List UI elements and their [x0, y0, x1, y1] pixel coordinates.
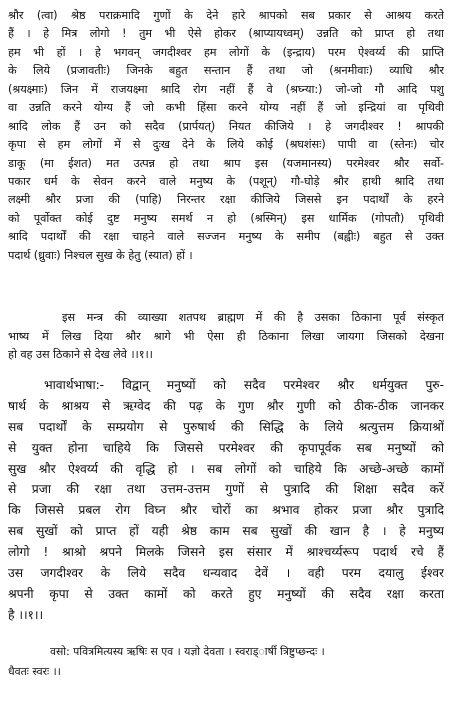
text-line: के लिये (प्रजावतीः) जिनके बहुत सन्तान हैं तथा जो (श्रनमीवाः) व्याधि श्रौर — [8, 64, 444, 78]
bhavartha-paragraph — [8, 375, 444, 626]
text-line: भाष्य में लिख दिया श्रौर श्रागे भी ऐसा ही ठिकाना लिखा जायगा जिसको देखना — [8, 329, 444, 343]
text-line: श्रादि लोक हैं उन को सदैव (प्रार्पयत्) नियत कीजिये । हे जगदीश्वर ! श्रापकी — [8, 119, 444, 133]
text-line: है ।।१।। — [8, 607, 44, 622]
text-line: भावार्थभाषा:- विद्वान् मनुष्यों को सदैव परमेश्वर श्रौर धर्मयुक्त पुरु- — [44, 378, 444, 392]
text-line: (श्रयक्ष्माः) जिन में राजयक्ष्मा श्रादि रोग नहीं हैं वे (श्रघ्न्या:) जो-जो गौ आदि पशु — [8, 82, 444, 96]
text-line: हैं । हे मित्र लोगो ! तुम भी ऐसे होकर (श्राप्यायध्वम्) उन्नति को प्राप्त हो तथा — [8, 27, 444, 41]
commentary-paragraph — [8, 7, 444, 265]
text-line: हो वह उस ठिकाने से देख लेवे ।।१।। — [8, 348, 153, 361]
text-line: लोगो ! श्राश्रो श्रपने मिलके जिसने इस संसार में श्राश्चर्य्यरूप पदार्थ रचे हैं — [8, 545, 444, 560]
reference-note-paragraph — [8, 309, 444, 365]
text-line: श्रौर (त्वा) श्रेष्ठ पराक्रमादि गुणों के देने हारे श्रापको सब प्रकार से आश्रय करते — [8, 9, 444, 22]
text-line: श्रादि पदार्थों की रक्षा चाहने वाले सज्जन मनुष्य के समीप (बह्वीः) बहुत से उक्त — [8, 230, 444, 244]
text-line: सब सुखों को प्राप्त हों यही श्रेष्ठ काम सब सुखों की खान है । हे मनुष्य — [8, 524, 444, 539]
next-mantra-header — [8, 642, 444, 682]
text-line: डाकू (मा ईशत) मत उत्पन्न हो तथा श्राप इस (यजमानस्य) परमेश्वर श्रौर सर्वो- — [8, 156, 444, 170]
rishi-devata-chhanda-line: वसो: पवित्रमित्यस्य ऋषिः स एव । यज्ञो देवता । स्वराड्ार्षी त्रिष्टुप्छन्दः । — [50, 645, 325, 658]
text-line: से युक्त होना चाहिये कि जिससे परमेश्वर की कृपापूर्वक सब मनुष्यों को — [8, 440, 444, 455]
text-line: से प्रजा की रक्षा तथा उत्तम-उत्तम गुणों से पुत्रादि की शिक्षा सदैव करें — [8, 482, 444, 497]
text-line: पदार्थ (ध्रुवाः) निश्चल सुख के हेतु (स्यात) हों । — [8, 248, 193, 262]
text-line: कि जिससे प्रबल रोग विघ्न श्रौर चोरों का श्रभाव होकर प्रजा श्रौर पुत्रादि — [8, 503, 444, 518]
text-line: पकार धर्म के सेवन करने वाले मनुष्य के (पशून्) गौ-घोड़े श्रौर हाथी श्रादि तथा — [8, 174, 444, 188]
text-line: वा उन्नति करने योग्य हैं जो कभी हिंसा करने योग्य नहीं हैं जो इन्द्रियां वा पृथिवी — [8, 101, 444, 115]
text-line: षार्थ के श्राश्रय से ऋग्वेद की पढ़ के गुण श्रौर गुणी को ठीक-ठीक जानकर — [8, 398, 444, 413]
svara-line: धैवतः स्वरः ।। — [8, 665, 61, 678]
text-line: लक्ष्मी श्रौर प्रजा की (पाहि) निरन्तर रक्षा कीजिये जिससे इन पदार्थों के हरने — [8, 193, 444, 207]
text-line: श्रपनी कृपा से उक्त कामों को करते हुए मनुष्यों की सदैव रक्षा करता — [8, 586, 444, 601]
text-line: कृपा से हम लोगों में से दुःख देने के लिये कोई (श्रघशंसः) पापी वा (स्तेनः) चोर — [8, 138, 444, 152]
text-line: इस मन्त्र की व्याख्या शतपथ ब्राह्मण में की है उसका ठिकाना पूर्व संस्कृत — [62, 311, 444, 324]
text-line: उस जगदीश्वर के लिये सदैव धन्यवाद देवें । वही परम दयालु ईश्वर — [8, 566, 444, 581]
text-line: सुख श्रौर ऐश्वर्य्य की वृद्धि हो । सब लोगों को चाहिये कि अच्छे-अच्छे कामों — [8, 461, 444, 476]
text-line: सब पदार्थों के सम्प्रयोग से पुरुषार्थ की सिद्धि के लिये श्रत्युत्तम क्रियाश्रों — [8, 419, 444, 434]
text-line: को पूर्वोक्त कोई दुष्ट मनुष्य समर्थ न हो (श्रस्मिन्) इस धार्मिक (गोपतौ) पृथिवी — [8, 211, 444, 225]
text-line: हम भी हों । हे भगवन् जगदीश्वर हम लोगों के (इन्द्राय) परम ऐश्वर्य्य की प्राप्ति — [8, 45, 444, 59]
